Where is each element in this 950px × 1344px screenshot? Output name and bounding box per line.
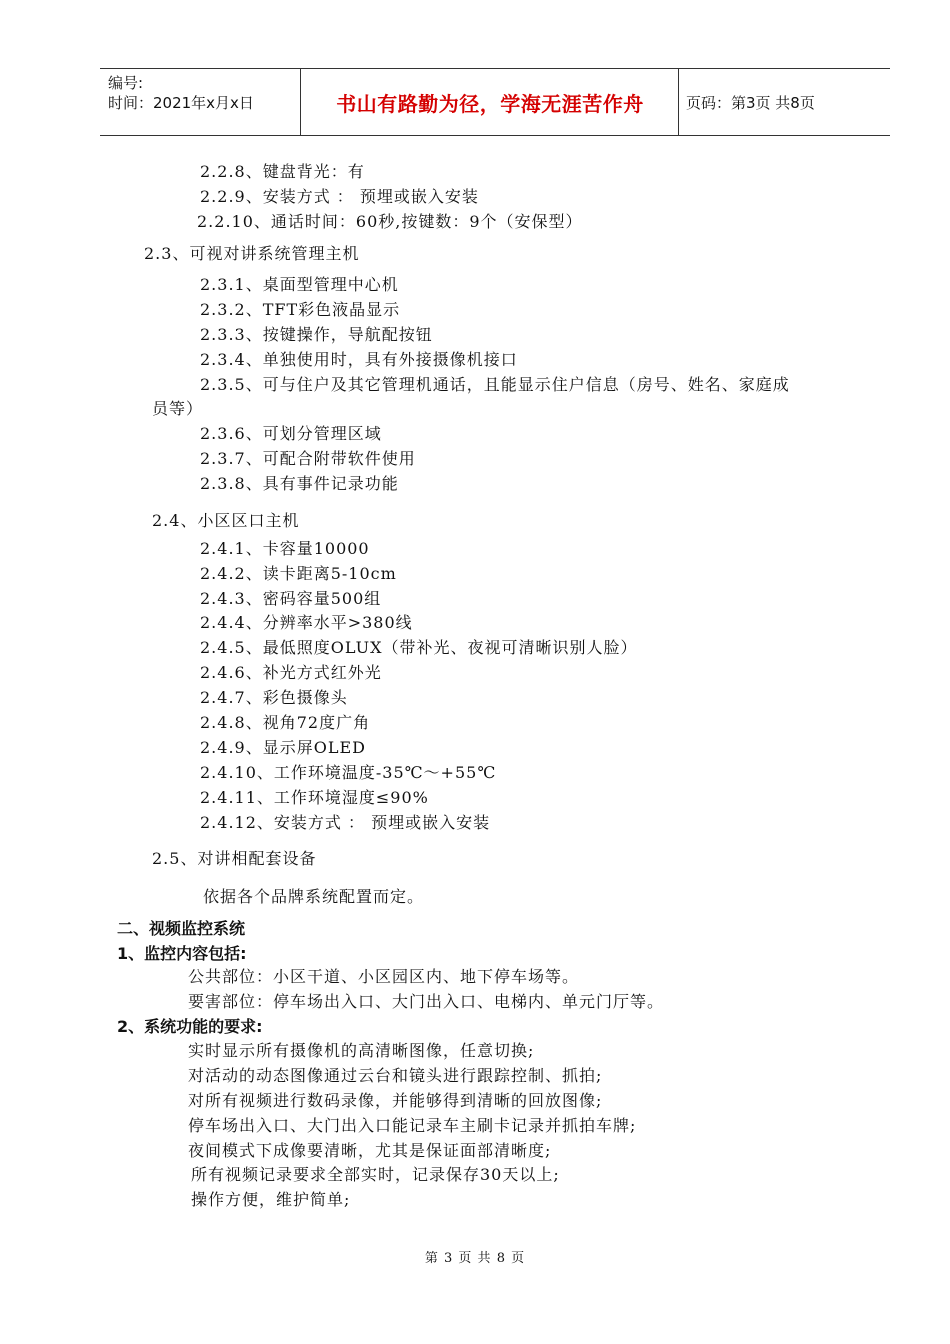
subsection-heading: 1、监控内容包括:: [117, 944, 247, 963]
spec-line: 2.4.11、工作环境湿度≤90%: [200, 788, 429, 807]
chapter-heading: 二、视频监控系统: [117, 919, 246, 938]
spec-line: 2.3.7、可配合附带软件使用: [200, 449, 416, 468]
spec-line: 2.3.4、单独使用时，具有外接摄像机接口: [200, 350, 518, 369]
spec-line: 2.3.3、按键操作，导航配按钮: [200, 325, 433, 344]
spec-line: 2.3.2、TFT彩色液晶显示: [200, 300, 401, 319]
spec-line: 2.3.6、可划分管理区域: [200, 424, 382, 443]
section-heading: 2.4、小区区口主机: [152, 511, 300, 530]
header-divider: [300, 69, 301, 135]
page-footer: 第 3 页 共 8 页: [424, 1251, 526, 1266]
spec-line: 2.4.6、补光方式红外光: [200, 663, 382, 682]
spec-line: 2.4.12、安装方式 ： 预埋或嵌入安装: [200, 813, 491, 832]
requirement-line: 对所有视频进行数码录像，并能够得到清晰的回放图像;: [188, 1091, 603, 1110]
spec-line: 2.2.10、通话时间：60秒,按键数：9个（安保型）: [197, 212, 583, 231]
document-time: 时间：2021年x月x日: [108, 94, 254, 112]
spec-line: 2.2.8、键盘背光：有: [200, 162, 365, 181]
header-divider: [678, 69, 679, 135]
section-heading: 2.5、对讲相配套设备: [152, 849, 317, 868]
header-motto: 书山有路勤为径，学海无涯苦作舟: [336, 91, 644, 116]
spec-line: 2.4.1、卡容量10000: [200, 539, 370, 558]
document-number-label: 编号:: [108, 74, 144, 92]
header-page-info: 页码：第3页 共8页: [686, 93, 815, 112]
spec-line: 2.4.8、视角72度广角: [200, 713, 371, 732]
requirement-line: 停车场出入口、大门出入口能记录车主刷卡记录并抓拍车牌;: [188, 1116, 637, 1135]
requirement-line: 操作方便，维护简单;: [191, 1190, 351, 1209]
spec-line: 2.4.2、读卡距离5-10cm: [200, 564, 397, 583]
requirement-line: 实时显示所有摄像机的高清晰图像，任意切换;: [188, 1041, 535, 1060]
spec-line: 2.4.5、最低照度OLUX（带补光、夜视可清晰识别人脸）: [200, 638, 638, 657]
spec-line: 2.3.8、具有事件记录功能: [200, 474, 399, 493]
requirement-line: 夜间模式下成像要清晰，尤其是保证面部清晰度;: [188, 1141, 552, 1160]
spec-line-continued: 员等）: [152, 399, 204, 418]
spec-line: 2.4.10、工作环境温度-35℃～+55℃: [200, 763, 497, 782]
subsection-heading: 2、系统功能的要求:: [117, 1017, 263, 1036]
page-header: [100, 68, 890, 136]
spec-line: 2.4.3、密码容量500组: [200, 589, 382, 608]
spec-line: 2.4.4、分辨率水平>380线: [200, 613, 413, 632]
paragraph: 依据各个品牌系统配置而定。: [203, 887, 425, 906]
spec-line: 2.4.7、彩色摄像头: [200, 688, 348, 707]
paragraph: 公共部位：小区干道、小区园区内、地下停车场等。: [188, 967, 580, 986]
spec-line: 2.4.9、显示屏OLED: [200, 738, 366, 757]
paragraph: 要害部位：停车场出入口、大门出入口、电梯内、单元门厅等。: [188, 992, 665, 1011]
spec-line: 2.2.9、安装方式 ： 预埋或嵌入安装: [200, 187, 479, 206]
spec-line: 2.3.5、可与住户及其它管理机通话，且能显示住户信息（房号、姓名、家庭成: [200, 375, 790, 394]
spec-line: 2.3.1、桌面型管理中心机: [200, 275, 399, 294]
requirement-line: 所有视频记录要求全部实时，记录保存30天以上;: [191, 1165, 560, 1184]
requirement-line: 对活动的动态图像通过云台和镜头进行跟踪控制、抓拍;: [188, 1066, 603, 1085]
section-heading: 2.3、可视对讲系统管理主机: [144, 244, 360, 263]
header-meta: [108, 73, 254, 113]
